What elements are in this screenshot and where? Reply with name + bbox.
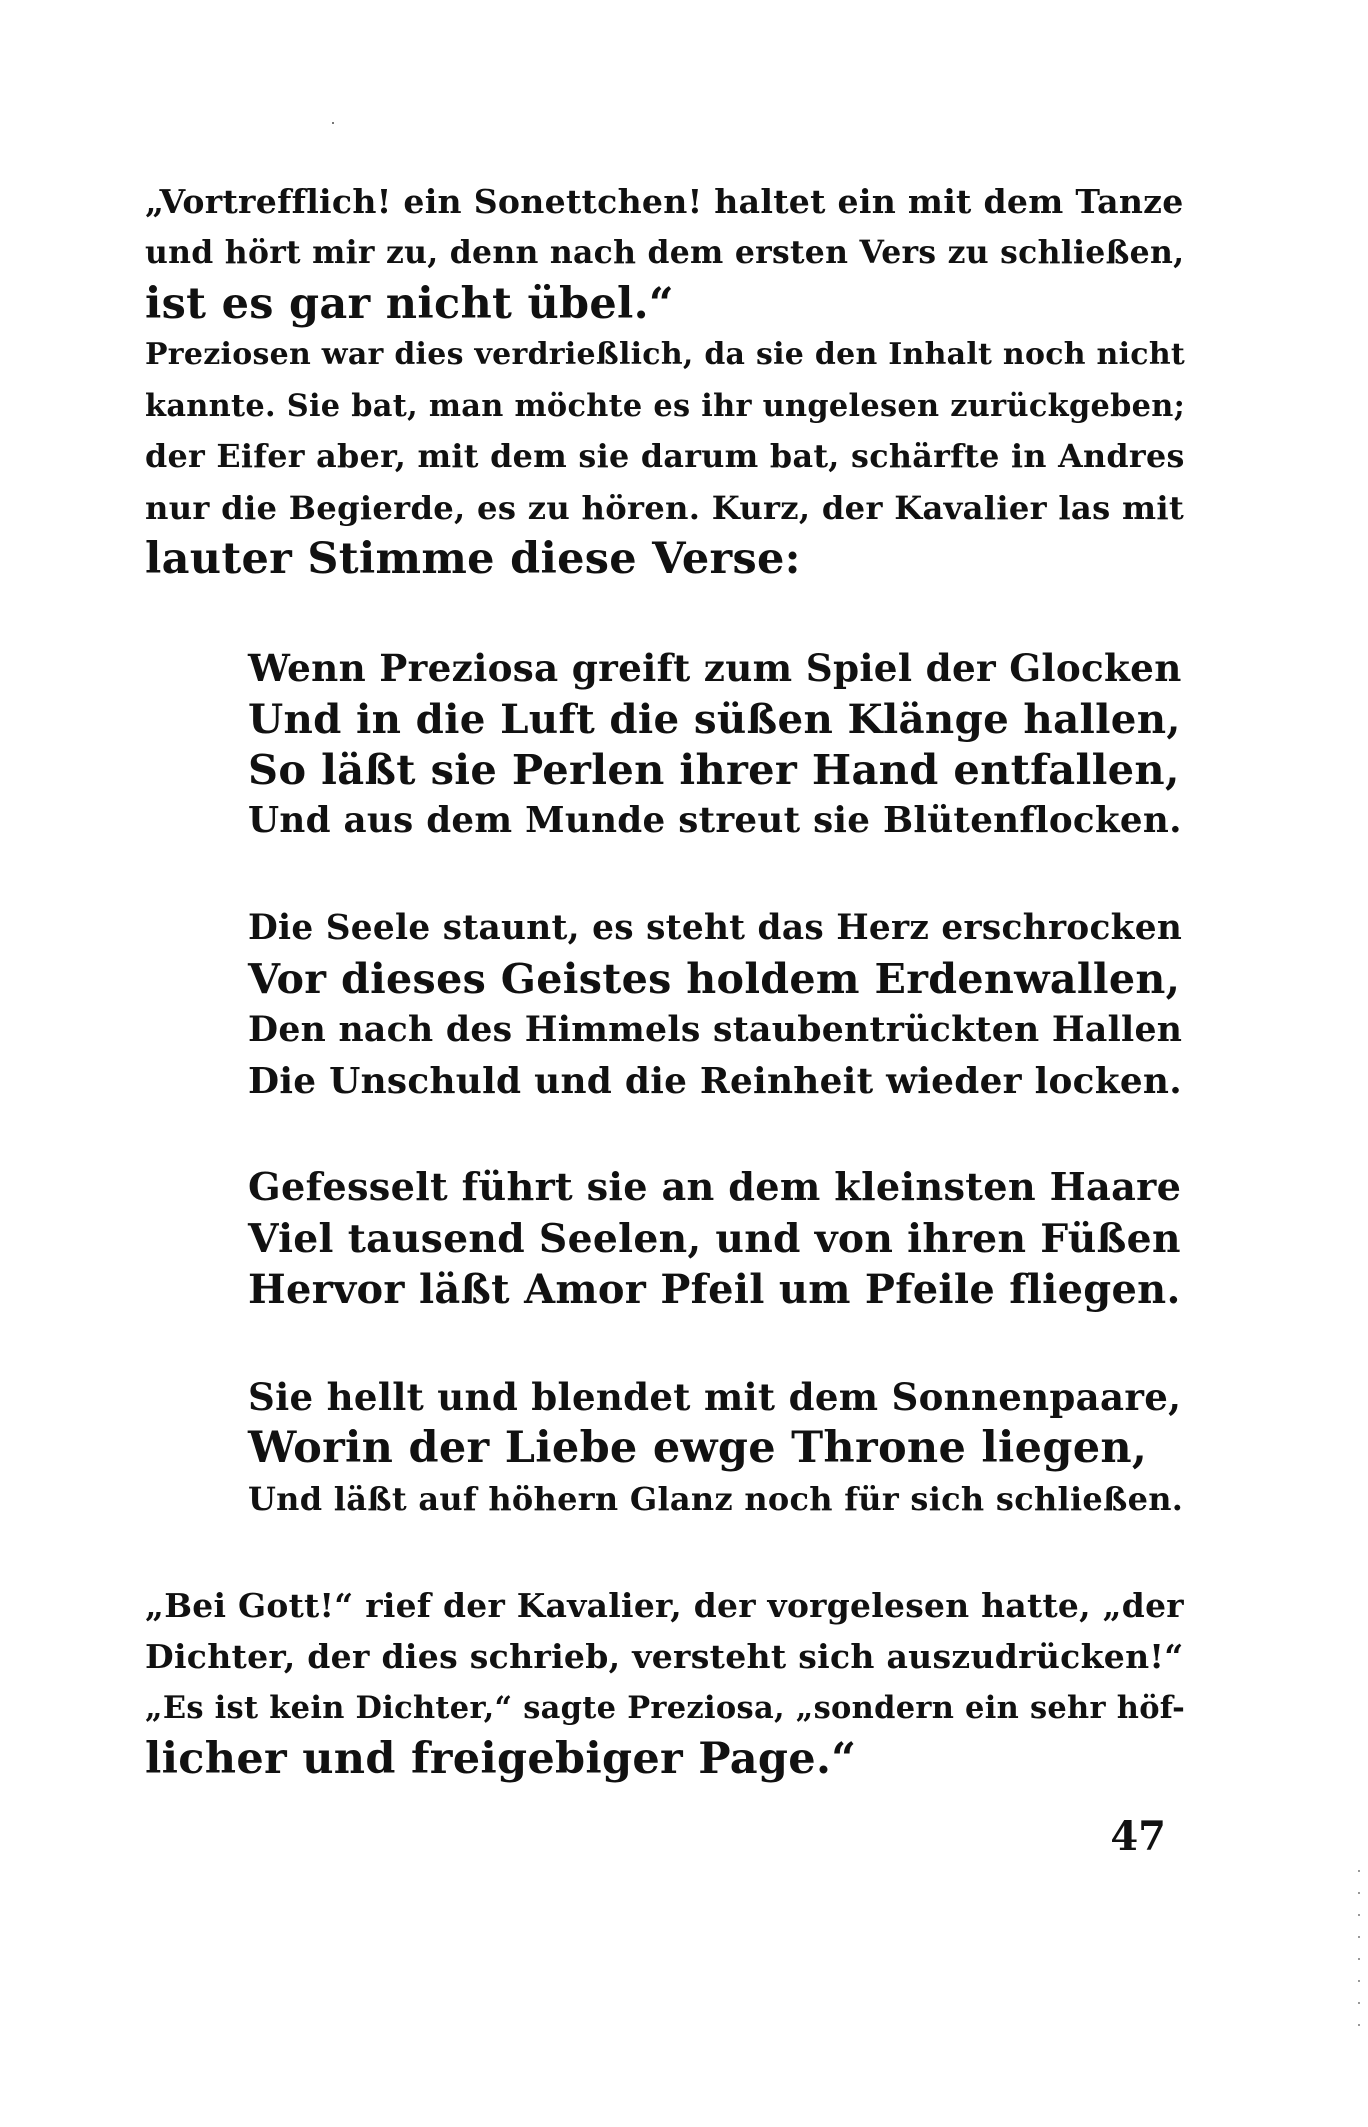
prose-line: und hört mir zu, denn nach dem ersten Vers zu schließen, [145, 234, 1185, 271]
prose-line: der Eifer aber, mit dem sie darum bat, schärfte in Andres [145, 438, 1185, 475]
prose-line: „Es ist kein Dichter,“ sagte Preziosa, „sondern ein sehr höf- [145, 1690, 1186, 1726]
prose-line: Preziosen war dies verdrießlich, da sie den Inhalt noch nicht [145, 337, 1186, 372]
scan-edge-marks [1358, 1870, 1360, 2040]
poem-line: Die Unschuld und die Reinheit wieder locken. [248, 1060, 1183, 1102]
poem-line: Sie hellt und blendet mit dem Sonnenpaare, [248, 1375, 1182, 1419]
poem-line: Viel tausend Seelen, und von ihren Füßen [248, 1216, 1181, 1262]
prose-line: „Bei Gott!“ rief der Kavalier, der vorgelesen hatte, „der [145, 1586, 1184, 1625]
poem-line: Und läßt auf höhern Glanz noch für sich schließen. [248, 1480, 1184, 1518]
poem-line: Die Seele staunt, es steht das Herz erschrocken [248, 908, 1183, 948]
prose-line: „Vortrefflich! ein Sonettchen! haltet ein mit dem Tanze [145, 182, 1184, 221]
prose-line: kannte. Sie bat, man möchte es ihr ungelesen zurückgeben; [145, 388, 1186, 424]
poem-line: Wenn Preziosa greift zum Spiel der Glocken [248, 646, 1182, 690]
poem-line: Den nach des Himmels staubentrückten Hallen [248, 1010, 1183, 1050]
prose-line: lauter Stimme diese Verse: [145, 534, 801, 584]
prose-line: ist es gar nicht übel.“ [145, 279, 674, 329]
poem-line: Worin der Liebe ewge Throne liegen, [248, 1423, 1148, 1473]
poem-line: Vor dieses Geistes holdem Erdenwallen, [248, 954, 1181, 1003]
poem-line: Und in die Luft die süßen Klänge hallen, [248, 695, 1181, 743]
prose-line: licher und freigebiger Page.“ [145, 1734, 857, 1784]
prose-line: Dichter, der dies schrieb, versteht sich auszudrücken!“ [145, 1637, 1184, 1676]
poem-line: Hervor läßt Amor Pfeil um Pfeile fliegen. [248, 1267, 1181, 1313]
poem-line: Und aus dem Munde streut sie Blütenflocken. [248, 800, 1182, 841]
prose-line: nur die Begierde, es zu hören. Kurz, der Kavalier las mit [145, 489, 1185, 527]
poem-line: So läßt sie Perlen ihrer Hand entfallen, [248, 745, 1180, 794]
poem-line: Gefesselt führt sie an dem kleinsten Haare [248, 1165, 1182, 1210]
page-number: 47 [1110, 1813, 1166, 1860]
paper-speck [332, 122, 334, 124]
